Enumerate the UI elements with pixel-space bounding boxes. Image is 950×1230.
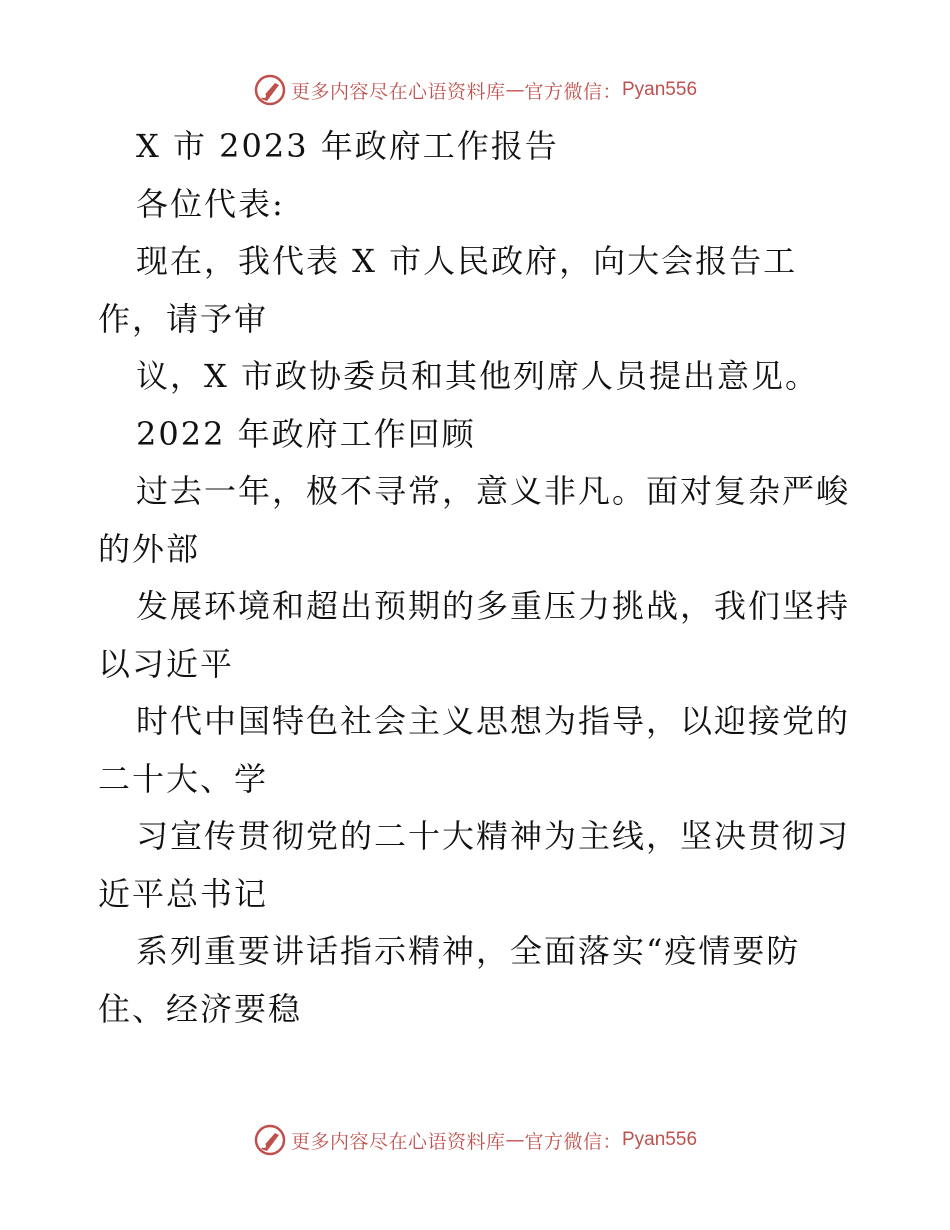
doc-line: 各位代表:	[136, 184, 285, 223]
watermark-wechat-id: Pyan556	[622, 1129, 698, 1150]
doc-line: 近平总书记	[98, 874, 269, 913]
watermark-text: 更多内容尽在心语资料库	[290, 1130, 506, 1153]
doc-line: 作，请予审	[98, 299, 269, 338]
pen-logo-icon	[253, 73, 287, 107]
doc-line: 过去一年，极不寻常，意义非凡。面对复杂严峻	[136, 472, 851, 510]
header-watermark	[0, 70, 950, 110]
doc-line: X 市 2023 年政府工作报告	[136, 127, 559, 165]
watermark-separator: —	[505, 79, 525, 101]
doc-line: 发展环境和超出预期的多重压力挑战，我们坚持	[136, 587, 851, 625]
doc-line: 议，X 市政协委员和其他列席人员提出意见。	[136, 357, 819, 395]
document-body	[98, 118, 858, 1038]
doc-line: 现在，我代表 X 市人民政府，向大会报告工	[136, 242, 798, 280]
doc-line: 住、经济要稳	[98, 989, 303, 1028]
doc-line: 时代中国特色社会主义思想为指导，以迎接党的	[136, 702, 851, 740]
watermark-suffix: 官方微信：	[524, 1130, 622, 1153]
doc-line: 二十大、学	[98, 759, 269, 798]
watermark-text: 更多内容尽在心语资料库	[290, 80, 506, 103]
pen-logo-icon	[253, 1123, 287, 1157]
doc-line: 2022 年政府工作回顾	[136, 414, 476, 453]
doc-line: 习宣传贯彻党的二十大精神为主线，坚决贯彻习	[136, 817, 851, 855]
doc-line: 以习近平	[98, 644, 235, 683]
doc-line: 的外部	[98, 529, 201, 568]
watermark-suffix: 官方微信：	[524, 80, 622, 103]
footer-watermark	[0, 1120, 950, 1160]
watermark-separator: —	[505, 1129, 525, 1151]
doc-line: 系列重要讲话指示精神，全面落实“疫情要防	[136, 932, 801, 970]
watermark-wechat-id: Pyan556	[622, 79, 698, 100]
